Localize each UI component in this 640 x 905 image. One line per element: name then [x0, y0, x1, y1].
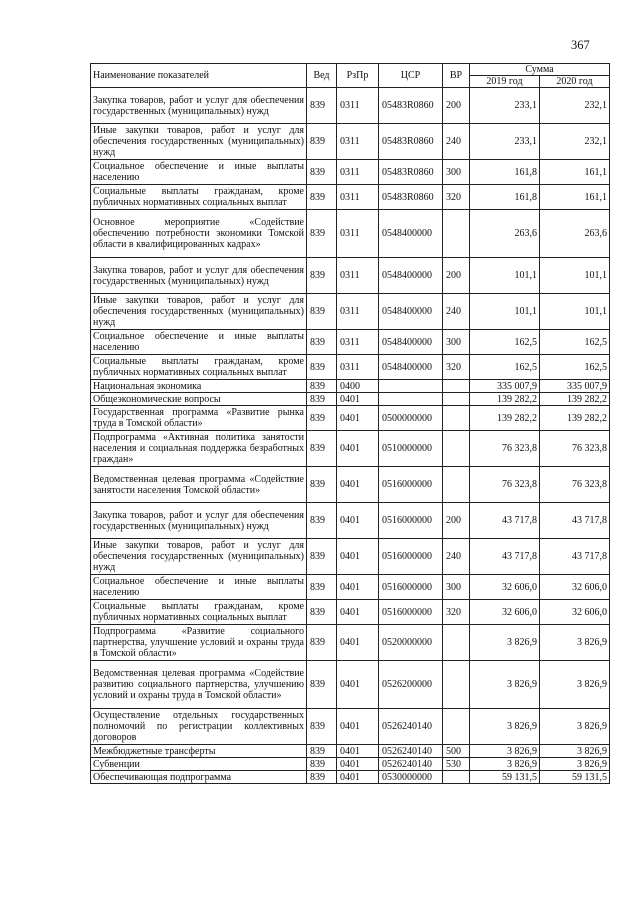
cell-sum-2020: 3 826,9	[540, 758, 610, 771]
cell-csr: 0510000000	[379, 431, 443, 467]
cell-csr: 0516000000	[379, 503, 443, 539]
cell-name: Закупка товаров, работ и услуг для обеспечения государственных (муниципальных) нужд	[91, 88, 307, 124]
cell-ved: 839	[307, 160, 337, 185]
cell-name: Социальное обеспечение и иные выплаты населению	[91, 160, 307, 185]
cell-sum-2020: 232,1	[540, 88, 610, 124]
cell-sum-2019: 161,8	[470, 160, 540, 185]
cell-vr: 300	[443, 330, 470, 355]
cell-rzpr: 0311	[337, 330, 379, 355]
table-row	[91, 539, 610, 575]
cell-ved: 839	[307, 600, 337, 625]
cell-rzpr: 0401	[337, 758, 379, 771]
cell-csr: 05483R0860	[379, 160, 443, 185]
cell-vr	[443, 467, 470, 503]
cell-sum-2019: 59 131,5	[470, 771, 540, 784]
cell-sum-2019: 76 323,8	[470, 467, 540, 503]
cell-sum-2020: 232,1	[540, 124, 610, 160]
cell-sum-2019: 3 826,9	[470, 709, 540, 745]
cell-sum-2020: 139 282,2	[540, 393, 610, 406]
table-row	[91, 745, 610, 758]
cell-vr: 530	[443, 758, 470, 771]
cell-sum-2020: 3 826,9	[540, 625, 610, 661]
cell-csr: 0516000000	[379, 467, 443, 503]
cell-name: Закупка товаров, работ и услуг для обеспечения государственных (муниципальных) нужд	[91, 258, 307, 294]
page-number: 367	[571, 38, 590, 52]
cell-sum-2019: 162,5	[470, 330, 540, 355]
cell-name: Обеспечивающая подпрограмма	[91, 771, 307, 784]
cell-vr: 200	[443, 503, 470, 539]
table-row	[91, 258, 610, 294]
cell-name: Ведомственная целевая программа «Содействие развитию социального партнерства, улучшению условий и охраны труда в Томской области»	[91, 661, 307, 709]
cell-ved: 839	[307, 406, 337, 431]
cell-sum-2020: 76 323,8	[540, 467, 610, 503]
cell-name: Иные закупки товаров, работ и услуг для обеспечения государственных (муниципальных) нужд	[91, 539, 307, 575]
table-row	[91, 380, 610, 393]
cell-rzpr: 0311	[337, 294, 379, 330]
cell-sum-2020: 161,1	[540, 160, 610, 185]
cell-name: Иные закупки товаров, работ и услуг для обеспечения государственных (муниципальных) нужд	[91, 294, 307, 330]
cell-csr: 0530000000	[379, 771, 443, 784]
cell-name: Социальные выплаты гражданам, кроме публичных нормативных социальных выплат	[91, 185, 307, 210]
cell-rzpr: 0401	[337, 625, 379, 661]
cell-name: Межбюджетные трансферты	[91, 745, 307, 758]
cell-ved: 839	[307, 355, 337, 380]
cell-name: Социальное обеспечение и иные выплаты населению	[91, 330, 307, 355]
cell-vr	[443, 380, 470, 393]
cell-vr: 320	[443, 185, 470, 210]
cell-rzpr: 0311	[337, 185, 379, 210]
cell-rzpr: 0311	[337, 355, 379, 380]
cell-csr: 0516000000	[379, 539, 443, 575]
cell-csr: 0500000000	[379, 406, 443, 431]
cell-rzpr: 0311	[337, 160, 379, 185]
header-year-2020: 2020 год	[540, 76, 610, 88]
cell-sum-2019: 3 826,9	[470, 625, 540, 661]
cell-rzpr: 0311	[337, 258, 379, 294]
table-row	[91, 503, 610, 539]
cell-ved: 839	[307, 503, 337, 539]
cell-csr: 0548400000	[379, 355, 443, 380]
cell-sum-2020: 32 606,0	[540, 575, 610, 600]
cell-name: Осуществление отдельных государственных полномочий по регистрации коллективных договоров	[91, 709, 307, 745]
cell-ved: 839	[307, 709, 337, 745]
cell-csr: 0548400000	[379, 294, 443, 330]
cell-rzpr: 0401	[337, 709, 379, 745]
cell-vr	[443, 625, 470, 661]
cell-ved: 839	[307, 745, 337, 758]
table-row	[91, 210, 610, 258]
cell-rzpr: 0401	[337, 503, 379, 539]
cell-sum-2020: 32 606,0	[540, 600, 610, 625]
cell-rzpr: 0400	[337, 380, 379, 393]
cell-rzpr: 0401	[337, 661, 379, 709]
cell-name: Подпрограмма «Развитие социального партнерства, улучшение условий и охраны труда в Томской области»	[91, 625, 307, 661]
cell-vr: 200	[443, 258, 470, 294]
cell-csr: 0548400000	[379, 258, 443, 294]
cell-ved: 839	[307, 661, 337, 709]
cell-sum-2020: 3 826,9	[540, 745, 610, 758]
cell-sum-2020: 3 826,9	[540, 661, 610, 709]
cell-vr	[443, 210, 470, 258]
cell-sum-2020: 101,1	[540, 258, 610, 294]
cell-ved: 839	[307, 393, 337, 406]
cell-rzpr: 0401	[337, 406, 379, 431]
cell-sum-2019: 162,5	[470, 355, 540, 380]
header-ved: Вед	[307, 64, 337, 88]
cell-name: Социальные выплаты гражданам, кроме публичных нормативных социальных выплат	[91, 355, 307, 380]
cell-vr: 240	[443, 124, 470, 160]
cell-name: Основное мероприятие «Содействие обеспечению потребности экономики Томской области в квалифицированных кадрах»	[91, 210, 307, 258]
cell-ved: 839	[307, 380, 337, 393]
header-name: Наименование показателей	[91, 64, 307, 88]
cell-sum-2020: 43 717,8	[540, 503, 610, 539]
cell-csr: 0526200000	[379, 661, 443, 709]
cell-rzpr: 0311	[337, 88, 379, 124]
cell-csr: 0548400000	[379, 330, 443, 355]
cell-sum-2019: 43 717,8	[470, 539, 540, 575]
cell-sum-2019: 161,8	[470, 185, 540, 210]
table-row	[91, 575, 610, 600]
cell-sum-2019: 32 606,0	[470, 600, 540, 625]
table-row	[91, 185, 610, 210]
table-row	[91, 88, 610, 124]
table-row	[91, 600, 610, 625]
cell-rzpr: 0401	[337, 467, 379, 503]
cell-ved: 839	[307, 467, 337, 503]
cell-ved: 839	[307, 88, 337, 124]
cell-csr: 05483R0860	[379, 185, 443, 210]
cell-rzpr: 0311	[337, 124, 379, 160]
table-row	[91, 467, 610, 503]
header-csr: ЦСР	[379, 64, 443, 88]
cell-rzpr: 0401	[337, 600, 379, 625]
cell-name: Социальное обеспечение и иные выплаты населению	[91, 575, 307, 600]
cell-sum-2020: 161,1	[540, 185, 610, 210]
cell-sum-2019: 3 826,9	[470, 661, 540, 709]
table-row	[91, 661, 610, 709]
header-vr: ВР	[443, 64, 470, 88]
cell-vr	[443, 393, 470, 406]
cell-sum-2019: 139 282,2	[470, 393, 540, 406]
cell-csr: 0516000000	[379, 600, 443, 625]
table-body	[91, 88, 610, 784]
cell-ved: 839	[307, 758, 337, 771]
cell-sum-2019: 32 606,0	[470, 575, 540, 600]
cell-ved: 839	[307, 625, 337, 661]
cell-ved: 839	[307, 294, 337, 330]
cell-csr: 05483R0860	[379, 88, 443, 124]
table-row	[91, 625, 610, 661]
cell-sum-2019: 3 826,9	[470, 758, 540, 771]
table-row	[91, 330, 610, 355]
cell-ved: 839	[307, 185, 337, 210]
cell-name: Подпрограмма «Активная политика занятости населения и социальная поддержка безработных граждан»	[91, 431, 307, 467]
cell-vr	[443, 771, 470, 784]
table-row	[91, 406, 610, 431]
cell-sum-2019: 233,1	[470, 88, 540, 124]
table-row	[91, 294, 610, 330]
table-row	[91, 771, 610, 784]
cell-csr: 05483R0860	[379, 124, 443, 160]
cell-name: Закупка товаров, работ и услуг для обеспечения государственных (муниципальных) нужд	[91, 503, 307, 539]
cell-rzpr: 0401	[337, 575, 379, 600]
cell-csr: 0548400000	[379, 210, 443, 258]
cell-csr: 0526240140	[379, 758, 443, 771]
cell-vr: 320	[443, 600, 470, 625]
table-row	[91, 393, 610, 406]
cell-sum-2019: 335 007,9	[470, 380, 540, 393]
cell-rzpr: 0401	[337, 539, 379, 575]
cell-csr: 0520000000	[379, 625, 443, 661]
cell-sum-2020: 76 323,8	[540, 431, 610, 467]
cell-sum-2020: 3 826,9	[540, 709, 610, 745]
table-header	[91, 64, 610, 88]
cell-sum-2020: 43 717,8	[540, 539, 610, 575]
budget-table	[90, 63, 610, 784]
cell-ved: 839	[307, 210, 337, 258]
cell-csr	[379, 393, 443, 406]
cell-vr	[443, 431, 470, 467]
header-year-2019: 2019 год	[470, 76, 540, 88]
cell-sum-2020: 263,6	[540, 210, 610, 258]
cell-sum-2019: 233,1	[470, 124, 540, 160]
table-row	[91, 160, 610, 185]
table-row	[91, 431, 610, 467]
cell-ved: 839	[307, 431, 337, 467]
cell-name: Национальная экономика	[91, 380, 307, 393]
cell-csr	[379, 380, 443, 393]
table-row	[91, 758, 610, 771]
cell-sum-2019: 43 717,8	[470, 503, 540, 539]
table-row	[91, 709, 610, 745]
cell-vr: 500	[443, 745, 470, 758]
cell-ved: 839	[307, 330, 337, 355]
cell-sum-2019: 76 323,8	[470, 431, 540, 467]
table-row	[91, 124, 610, 160]
table-row	[91, 355, 610, 380]
header-sum: Сумма	[470, 64, 610, 76]
cell-ved: 839	[307, 124, 337, 160]
cell-name: Общеэкономические вопросы	[91, 393, 307, 406]
cell-sum-2020: 59 131,5	[540, 771, 610, 784]
cell-rzpr: 0401	[337, 431, 379, 467]
cell-sum-2019: 101,1	[470, 294, 540, 330]
cell-csr: 0526240140	[379, 709, 443, 745]
cell-sum-2019: 139 282,2	[470, 406, 540, 431]
cell-csr: 0526240140	[379, 745, 443, 758]
cell-vr: 300	[443, 160, 470, 185]
header-rzpr: РзПр	[337, 64, 379, 88]
cell-rzpr: 0401	[337, 393, 379, 406]
cell-vr: 200	[443, 88, 470, 124]
cell-sum-2020: 139 282,2	[540, 406, 610, 431]
cell-vr: 300	[443, 575, 470, 600]
cell-vr	[443, 661, 470, 709]
cell-sum-2020: 162,5	[540, 355, 610, 380]
cell-sum-2020: 162,5	[540, 330, 610, 355]
cell-csr: 0516000000	[379, 575, 443, 600]
cell-vr	[443, 709, 470, 745]
cell-sum-2019: 101,1	[470, 258, 540, 294]
cell-name: Иные закупки товаров, работ и услуг для обеспечения государственных (муниципальных) нужд	[91, 124, 307, 160]
cell-ved: 839	[307, 771, 337, 784]
cell-sum-2020: 101,1	[540, 294, 610, 330]
cell-vr: 320	[443, 355, 470, 380]
cell-vr: 240	[443, 294, 470, 330]
cell-name: Ведомственная целевая программа «Содействие занятости населения Томской области»	[91, 467, 307, 503]
cell-sum-2020: 335 007,9	[540, 380, 610, 393]
cell-sum-2019: 263,6	[470, 210, 540, 258]
cell-sum-2019: 3 826,9	[470, 745, 540, 758]
cell-ved: 839	[307, 575, 337, 600]
cell-ved: 839	[307, 539, 337, 575]
cell-name: Субвенции	[91, 758, 307, 771]
cell-ved: 839	[307, 258, 337, 294]
cell-rzpr: 0401	[337, 771, 379, 784]
cell-rzpr: 0401	[337, 745, 379, 758]
cell-rzpr: 0311	[337, 210, 379, 258]
cell-name: Социальные выплаты гражданам, кроме публичных нормативных социальных выплат	[91, 600, 307, 625]
cell-vr	[443, 406, 470, 431]
cell-name: Государственная программа «Развитие рынка труда в Томской области»	[91, 406, 307, 431]
cell-vr: 240	[443, 539, 470, 575]
